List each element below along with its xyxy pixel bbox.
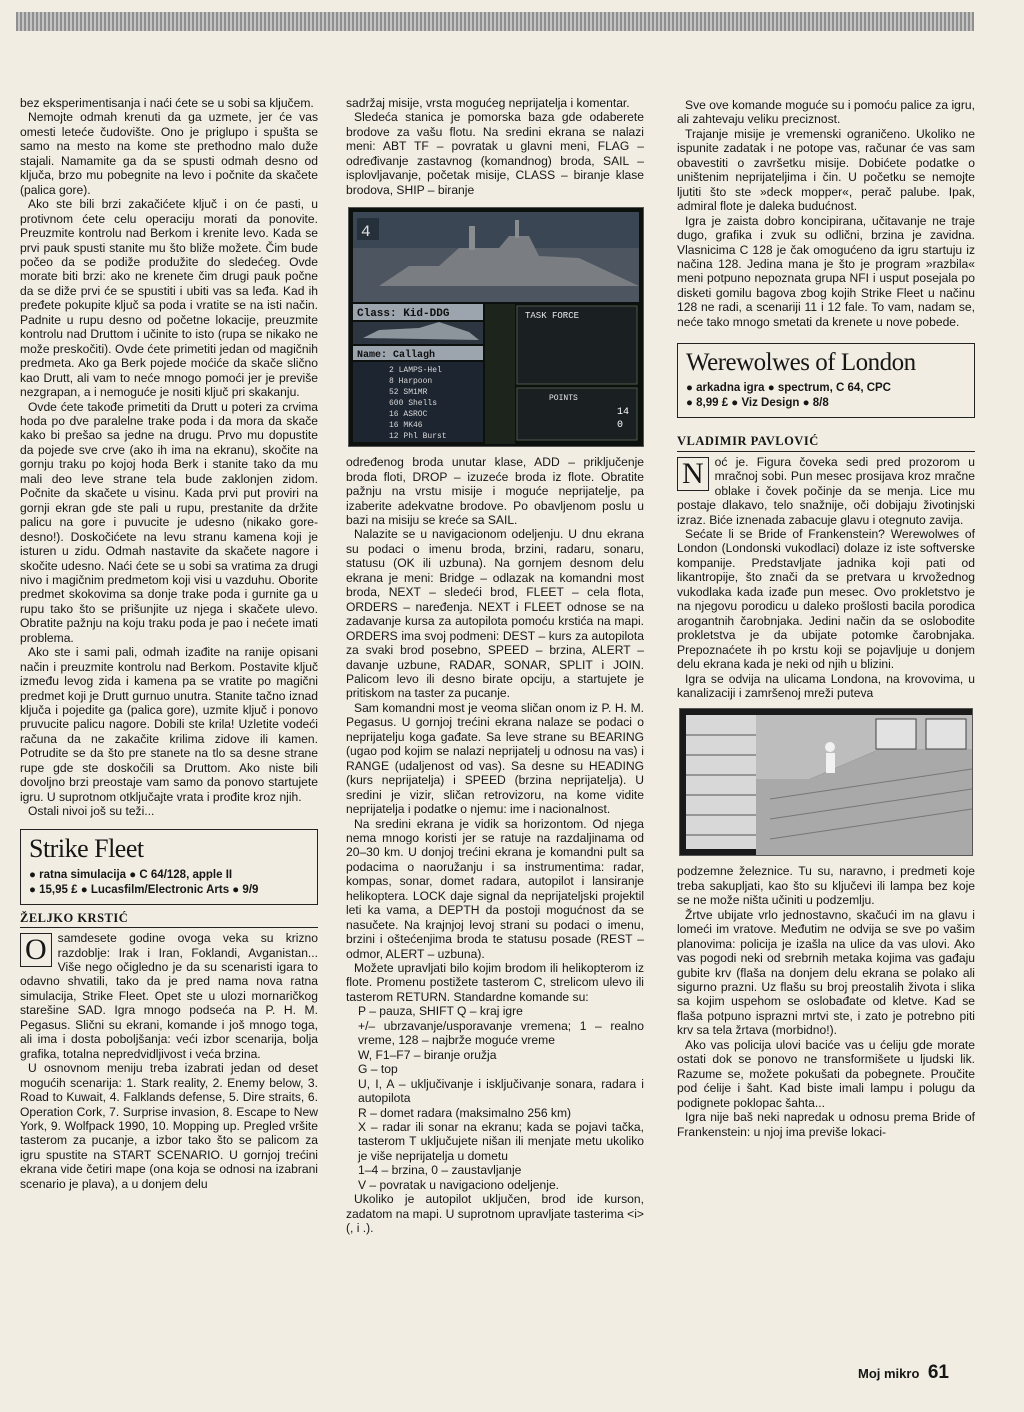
command-line: 1–4 – brzina, 0 – zaustavljanje	[358, 1163, 522, 1178]
command-line: +/– ubrzavanje/usporavanje vremena; 1 – realno vreme, 128 – najbrže moguće vreme	[358, 1018, 644, 1048]
command-line: U, I, A – uključivanje i isključivanje sonara, radara i autopilota	[358, 1076, 644, 1106]
review-title: Werewolwes of London	[686, 349, 916, 377]
command-line: R – domet radara (maksimalno 256 km)	[358, 1105, 572, 1120]
paragraph: određenog broda unutar klase, ADD – priključenje broda floti, DROP – izuzeće broda iz flote. Obratite pažnju na vrstu misije i moguće neprijatelje, pa izaberite adekvatne brodove. Po obavljenom poslu u bazi na misiju se kreće sa SAIL.	[346, 455, 644, 527]
command-line: X – radar ili sonar na ekranu; kada se pojavi tačka, tasterom T uključujete nišan ili menjate metu ukoliko je više neprijatelja u dometu	[358, 1120, 644, 1163]
column-left	[20, 96, 318, 1191]
points-label: POINTS	[549, 394, 578, 404]
review-title: Strike Fleet	[29, 833, 144, 863]
drop-cap: N	[677, 457, 709, 491]
paragraph: N oć je. Figura čoveka sedi pred prozorom u mračnoj sobi. Pun mesec prosijava kroz mračne oblake i čovek počinje da se menja. Lice mu postaje dlakavo, telo snažnije, oči dobijaju životinjski izraz. Biće iznenada zabacuje glavu i otegnuto zavija.	[677, 454, 975, 527]
weapon-line: 600 Shells	[389, 399, 438, 409]
paragraph: Igra nije baš neki napredak u odnosu prema Bride of Frankenstein: u njoj ima previše lokaci-	[677, 1110, 975, 1139]
paragraph: Ostali nivoi još su teži...	[28, 804, 155, 819]
paragraph: Na sredini ekrana je vidik sa horizontom. Od njega nema mnogo koristi jer se ratuje na razdaljinama od 20–30 km. U donjoj trećini ekrana je komandni pult sa podacima o naoružanju i sa instrumentima: radar, kompas, sonar, domet radara, autopilot i lansiranje helikoptera. LOCK daje signal da neprijateljski projektil leti ka vama, a DEPTH da postoji mogućnost da se nasučete. Na krajnjoj levoj strani su podaci o imenu, brzini i oštećenjima broda te statusu posade (REST – odmor, ALERT – uzbuna).	[346, 816, 644, 961]
weapon-line: 12 Phl Burst	[389, 432, 447, 442]
column-middle	[346, 96, 644, 1236]
paragraph: bez eksperimentisanja i naći ćete se u sobi sa ključem.	[20, 96, 314, 110]
weapon-line: 52 SM1MR	[389, 388, 428, 398]
paragraph: Nemojte odmah krenuti da ga uzmete, jer će vas omesti leteće čudovište. Ono je priglupo i spušta se samo na mesto na kome ste prethodno malo duže stajali. Namamite ga da se spusti odmah desno od ključa, brzo mu pobegnite na levo i počnite da skačete (palica gore).	[20, 110, 318, 197]
header-bar	[16, 12, 974, 31]
paragraph: Sam komandni most je veoma sličan onom iz P. H. M. Pegasus. U gornjoj trećini ekrana nalaze se podaci o neprijatelju koga gađate. Sa leve strane su BEARING (ugao pod kojim se nalazi neprijatelj u odnosu na vas) i RANGE (udaljenost od vas). Sa desne su HEADING (kurs neprijatelja) i SPEED (brzina neprijatelja). U sredini je vizir, sličan retrovizoru, na kome vidite neprijatelja i podatke o njemu: ime i nacionalnost.	[346, 700, 644, 817]
magazine-name: Moj mikro	[858, 1366, 920, 1381]
command-line: W, F1–F7 – biranje oružja	[358, 1047, 497, 1062]
paragraph: Žrtve ubijate vrlo jednostavno, skačući im na glavu i lomeći im vratove. Međutim ne odvija se sve po vašim planovima: policija je izašla na ulice da vas ulovi. Ako vas pogodi neki od srebrnih metaka kojima vas gađaju gubite krv (flaša na donjem delu ekrana se polako ali sigurno prazni. Uz flašu su broj preostalih života i slika sa kojim uspehom se oslobađate od kletve. Kad se flaša potpuno isprazni mrtvi ste, i zato je potrebno piti krv sa tela žrtava (morbidno!).	[677, 907, 975, 1038]
points-value: 0	[617, 420, 624, 432]
game-screen	[680, 709, 972, 855]
command-line: G – top	[358, 1062, 398, 1077]
weapon-line: 16 MK46	[389, 421, 423, 431]
review-meta: ● 8,99 £ ● Viz Design ● 8/8	[686, 397, 829, 410]
weapon-line: 8 Harpoon	[389, 377, 433, 387]
paragraph: Ako ste bili brzi zakačićete ključ i on će pasti, u protivnom ćete celu operaciju morati da ponovite. Preuzmite kontrolu nad Berkom i krenite levo. Kada se prvi pauk spusti stanite mu što bliže možete. Čim bude počeo da se podiže produžite do sledećeg. Ovde morate biti brzi: ako ne krenete čim drugi pauk počne da se diže prvi će se spustiti i ubiti vas sa leđa. Kad ih pređete pokupite ključ sa poda i vratite se na isti način. Padnite u rupu desno od početne lokacije, preuzmite kontrolu nad Druttom i učinite to isto (rupa se nikako ne može preskočiti). Ovde ćete primetiti jedan od magičnih predmeta. Ako ga Berk pojede moćiće da skače slično kao Drutt, ali vam to neće mnogo pomoći jer je previše nezgrapan, a i nemoguće je nositi ključ pri skakanju.	[20, 197, 318, 400]
author-byline: VLADIMIR PAVLOVIĆ	[677, 434, 975, 451]
strike-fleet-review-box	[20, 829, 318, 905]
paragraph: Igra je zaista dobro koncipirana, učitavanje ne traje dugo, grafika i zvuk su odlični, brzina je zavidna. Vlasnicima C 128 je čak omogućeno da igru startuju iz načina 128. Jedina mana je što je program »razbila« meni potpuno nepoznata grupa NFI i usput posejala po disketi gomilu bagova zbog kojih Strike Fleet u načinu 128 ne radi, a scenariji 11 i 12 fale. To vam, nadam se, neće tako mnogo smetati da krenete u nove pobede.	[677, 213, 975, 329]
author-byline: ŽELJKO KRSTIĆ	[20, 911, 318, 928]
review-meta: ● 15,95 £ ● Lucasfilm/Electronic Arts ● 9/9	[29, 883, 259, 896]
paragraph: Ukoliko je autopilot uključen, brod ide kurson, zadatom na mapi. U suprotnom upravljate tasterima <i> (, i .).	[346, 1192, 644, 1236]
paragraph: Nalazite se u navigacionom odeljenju. U dnu ekrana su podaci o imenu broda, brzini, radaru, sonaru, statusu (OK ili uzbuna). Na gornjem desnom delu ekrana je meni: Bridge – odlazak na komandni most broda, NEXT – sledeći brod, FLEET – cela flota, ORDERS – naređenja. NEXT i FLEET odnose se na zadavanje kursa za autopilota pomoću krstića na mapi. ORDERS ima svoj podmeni: DEST – kurs za autopilota za svaki brod posebno, SPEED – brzina, ALERT – davanje uzbune, RADAR, SONAR, SPLIT i JOIN. Palicom levo ili desno birate opciju, a startujete je pritiskom na taster za pucanje.	[346, 527, 644, 701]
strike-fleet-screenshot	[348, 207, 644, 447]
paragraph: U osnovnom meniju treba izabrati jedan od deset mogućih scenarija: 1. Stark reality, 2. Enemy below, 3. Road to Kuwait, 4. Falklands defense, 5. Dire straits, 6. Operation Cork, 7. Surprise invasion, 8. Escape to New York, 9. Wolfpack 1990, 10. Mopping up. Pregled vršite tasterom za pucanje, a izbor tako što se palicom za igru spustite na START SCENARIO. U gornjoj trećini ekrana vide četiri mape (ona koja se odnosi na izabrani scenario je plava), a u donjem delu	[20, 1061, 318, 1191]
paragraph: Ako ste i sami pali, odmah izađite na ranije opisani način i preuzmite kontrolu nad Berkom. Postavite ključ između levog zida i kamena pa se vratite po magični predmet koji je Drutt gurnuo unutra. Stanite tačno iznad ključa i pojedite ga (palica gore), uzmite ključ i ponovo pruvucite palicu nagore. Dobili ste krila! Uzletite vodeći računa da ne zakačite krilima zidove ili kamen. Potrudite se da što pre stanete na tlo sa desne strane rupe gde ste doskočili sa Druttom. Ako niste bili dovoljno brzi preostaje vam samo da ponovo startujete igru. U suprotnom otključajte vrata i prođite kroz njih.	[20, 645, 318, 804]
game-screen	[349, 208, 643, 446]
drop-cap: O	[20, 933, 52, 967]
paragraph: Ovde ćete takođe primetiti da Drutt u poteri za crvima hoda po dve paralelne trake poda i da mora da skače kako bi prešao sa jedne na drugu. Prvo mu dopustite da pojede sve crve (ako ih ima na ekranu), skočite na gornju traku po kojoj hoda Berk i stanite tako da mu mali deo leve strane tela bude zaklonjen zidom. Počnite da skačete u visinu. Kada prvi put proviri na gornji ekran gde ste pali u rupu, prestanite da držite palicu na gore i puvucite je udesno (nikako gore-desno!). Doskočićete na levu stranu kamena koji je isturen u zidu. Odmah nastavite da skačete nagore i skočite udesno. Naći ćete se u sobi sa vratima za drugi nivo i magičnim predmetom koji visi u vazduhu. Oborite predmet skokovima sa donje trake poda i gurnite ga u rupu tako što se prišunjite uz njega i skačete ulevo. Obratite pažnju na koju traku poda je pao i nećete imati problema.	[20, 399, 318, 645]
command-line: P – pauza, SHIFT Q – kraj igre	[358, 1004, 523, 1019]
paragraph: Sledeća stanica je pomorska baza gde odaberete brodove za vašu flotu. Na sredini ekrana se nalazi meni: ABT TF – povratak u glavni meni, FLAG – određivanje zastavnog (komandnog) broda, SAIL – isplovljavanje, početak misije, CLASS – biranje klase brodova, SHIP – biranje	[346, 110, 644, 197]
column-right	[677, 98, 975, 1139]
name-line: Name: Callagh	[357, 350, 436, 362]
command-line: V – povratak u navigaciono odeljenje.	[358, 1177, 560, 1192]
werewolwes-screenshot	[679, 708, 973, 856]
weapon-line: 2 LAMPS-Hel	[389, 366, 442, 376]
paragraph: Sve ove komande moguće su i pomoću palice za igru, ali zahtevaju veliku preciznost.	[677, 98, 975, 127]
paragraph: sadržaj misije, vrsta mogućeg neprijatelja i komentar.	[346, 96, 630, 110]
review-meta: ● arkadna igra ● spectrum, C 64, CPC	[686, 382, 891, 395]
class-line: Class: Kid-DDG	[357, 308, 450, 321]
task-force-label: TASK FORCE	[525, 311, 580, 322]
paragraph: Možete upravljati bilo kojim brodom ili helikopterom iz flote. Promenu postižete tasterom C, strelicom ulevo ili tasterom RETURN. Standardne komande su:	[346, 961, 644, 1004]
page-number: 61	[927, 1362, 949, 1383]
paragraph: podzemne železnice. Tu su, naravno, i predmeti koje treba sakupljati, kao što su ključevi ili lampa bez koje se ne može ništa učiniti u podzemlju.	[677, 864, 975, 908]
page-footer	[858, 1362, 949, 1384]
paragraph: O samdesete godine ovoga veka su krizno razdoblje: Irak i Iran, Foklandi, Avganistan... Više nego očigledno je da su scenaristi igara to odavno shvatili, tako da je pred nama nova ratna simulacija, Strike Fleet. Opet ste u ulozi mornaričkog starešine SAD. Igra mnogo podseća na P. H. M. Pegasus. Slični su ekrani, komande i još mnogo toga, ali ima i dosta poboljšanja: veći izbor scenarija, bolja grafika, totalna nepredvidljivost i veća brzina.	[20, 931, 318, 1061]
points-value: 14	[617, 407, 630, 419]
counter-text: 4	[361, 223, 371, 242]
werewolwes-review-box	[677, 343, 975, 418]
weapon-line: 16 ASROC	[389, 410, 428, 420]
paragraph: Ako vas policija ulovi baciće vas u ćeliju gde morate ostati dok se ponovo ne transformišete u ljudski lik. Razume se, možete pokušati da pobegnete. Proučite pod ćelije i šaht. Kad biste imali lampu i polugu da podignete poklopac šahta...	[677, 1037, 975, 1110]
paragraph: Trajanje misije je vremenski ograničeno. Ukoliko ne ispunite zadatak i ne potope vas, računar će vas sam obavestiti o završetku misije. Dobićete podatke o uništenim neprijateljima i čin. U početku se nemojte ljutiti što ste »deck mopper«, perač palube. Ipak, admiral flote je daleka budućnost.	[677, 126, 975, 214]
paragraph: Igra se odvija na ulicama Londona, na krovovima, u kanalizaciji i zamršenoj mreži puteva	[677, 671, 975, 700]
review-meta: ● ratna simulacija ● C 64/128, apple II	[29, 868, 233, 881]
paragraph: Sećate li se Bride of Frankenstein? Werewolwes of London (Londonski vukodlaci) dolaze iz iste softverske kompanije. Predstavljate jadnika koji pati od likantropije, što znači da se pretvara u krvožednog vukodlaka kada izađe pun mesec. Ovo prokletstvo je na njegovu porodicu u daleko prošlosti bacila porodica arogantnih čarobnjaka. Jedini način da se oslobodite prokletstva je da ubijate potomke čarobnjaka. Prepoznaćete ih po krstu koji se pojavljuje u donjem delu ekrana kada je neki od njih u blizini.	[677, 526, 975, 672]
